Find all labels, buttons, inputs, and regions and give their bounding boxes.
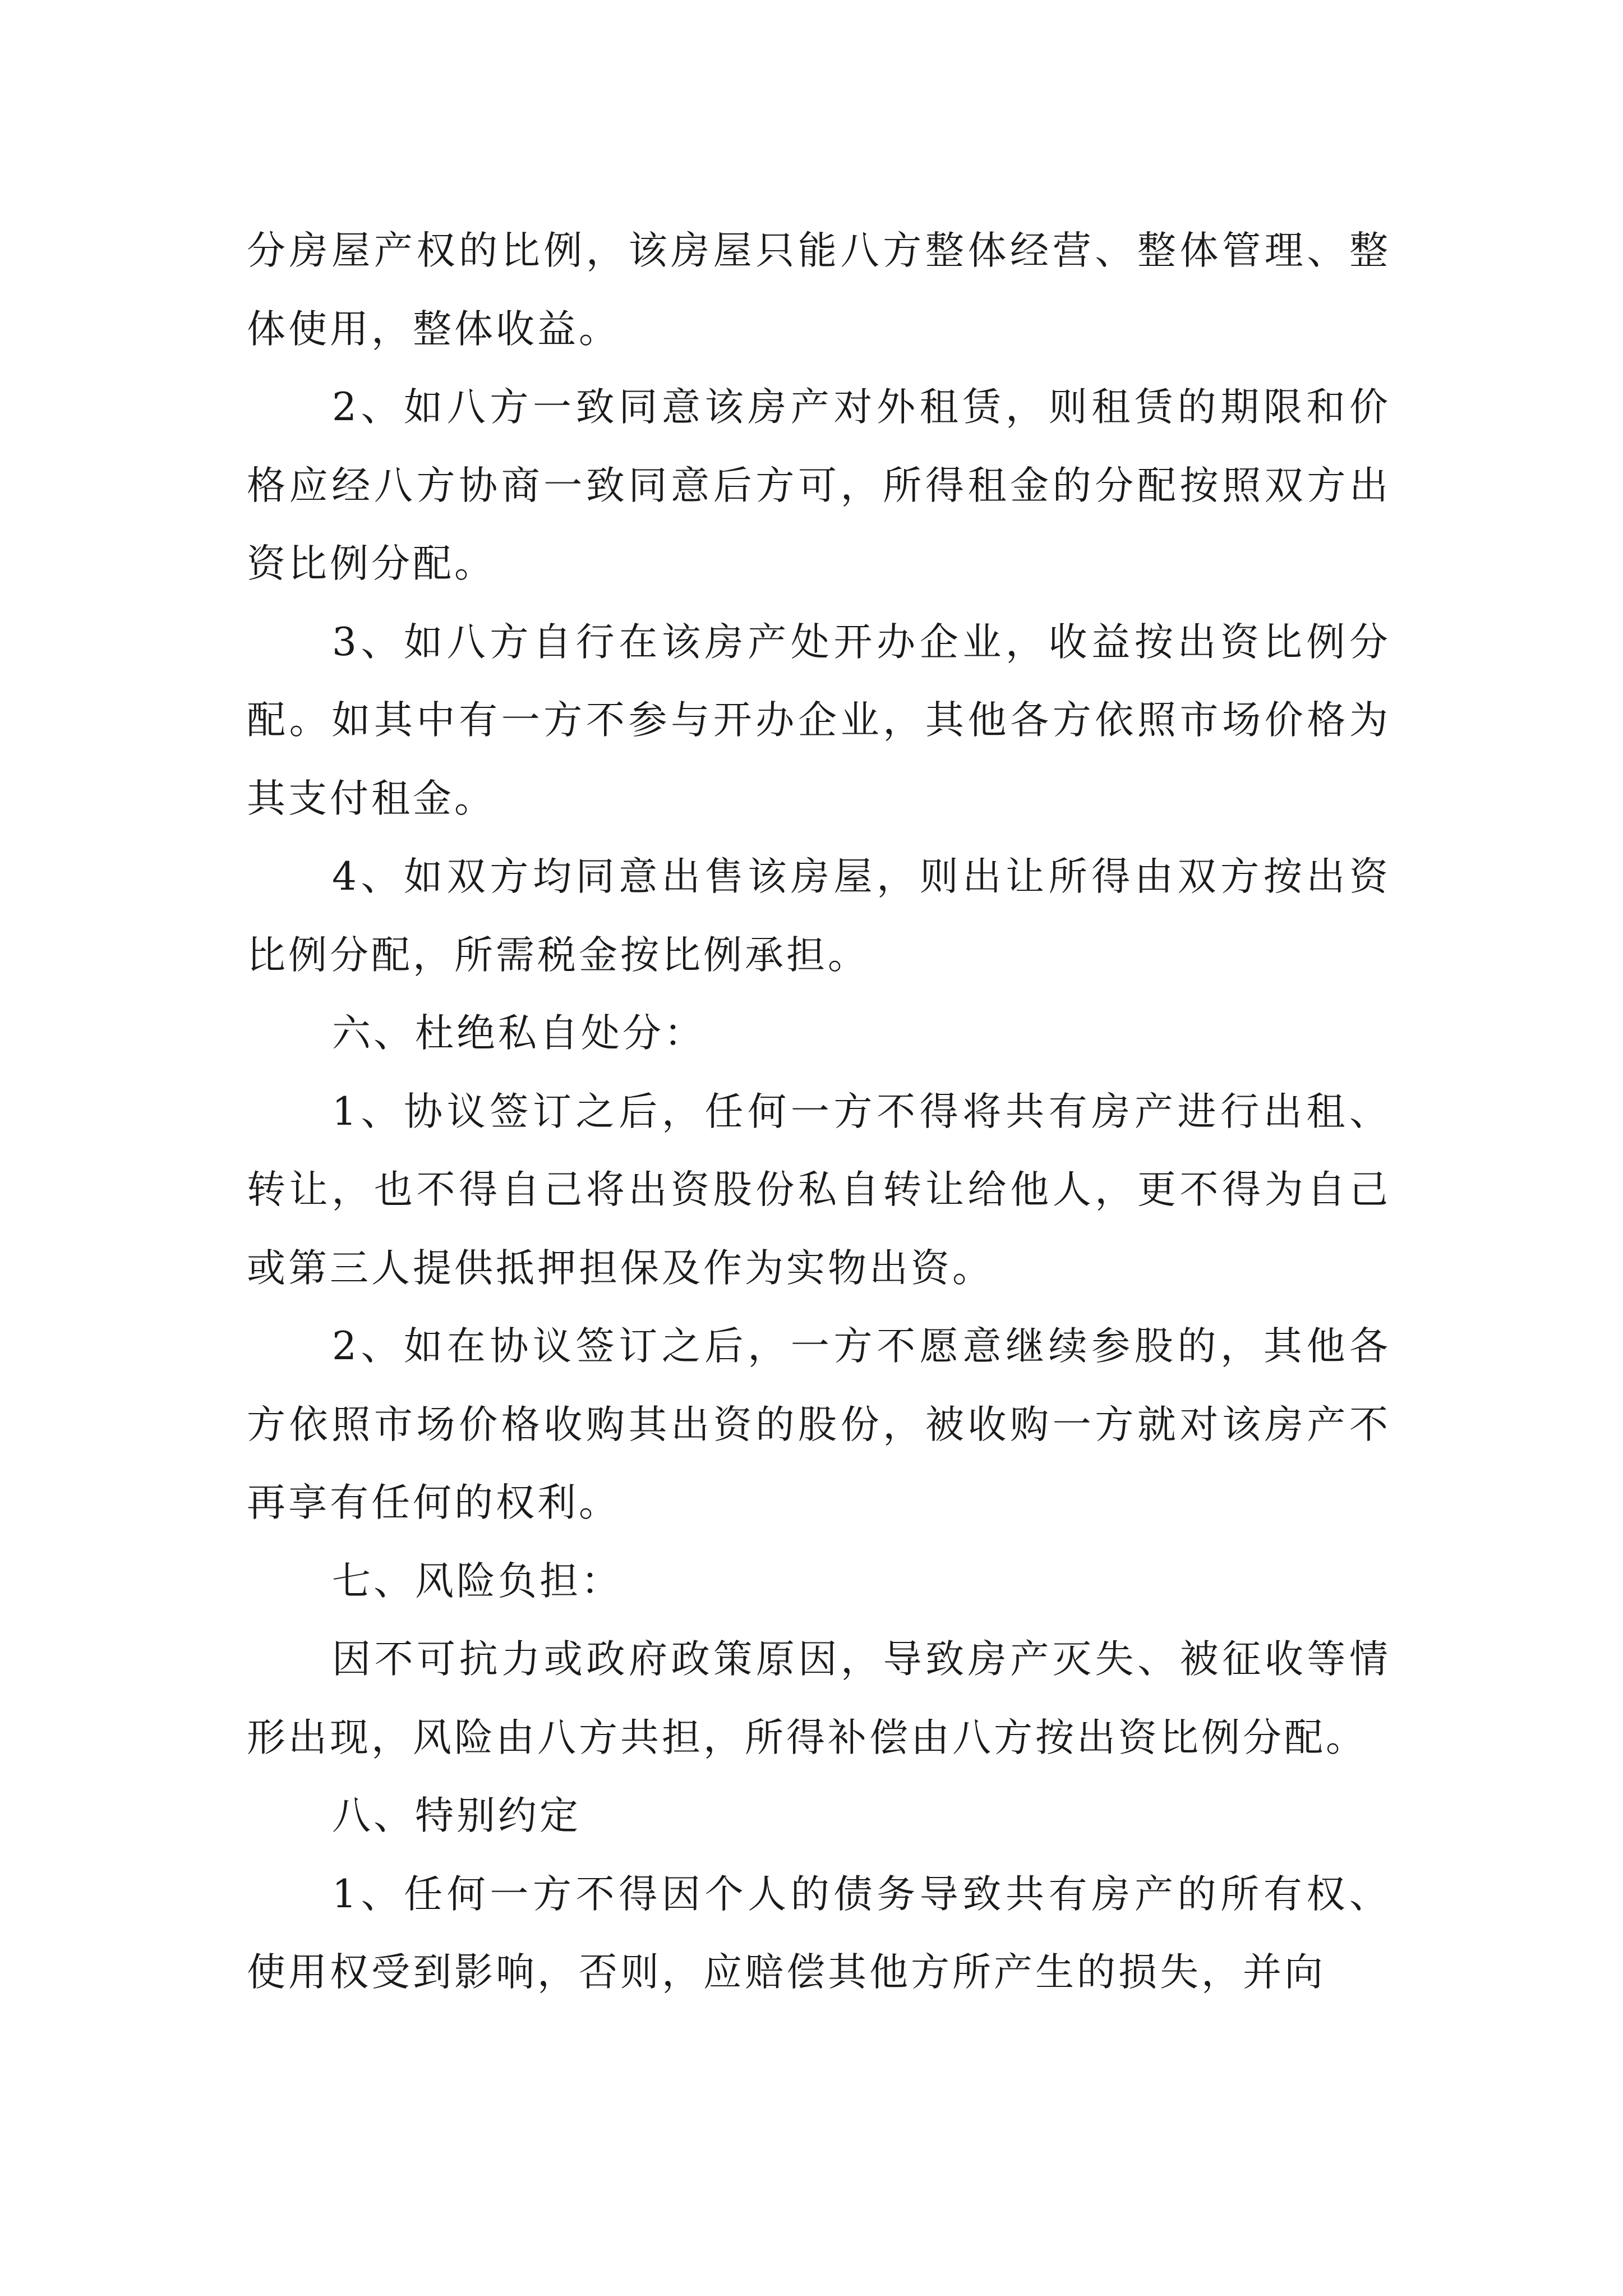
paragraph-lease-clause: 2、如八方一致同意该房产对外租赁，则租赁的期限和价格应经八方协商一致同意后方可，所得租金的分配按照双方出资比例分配。 <box>247 385 1391 586</box>
document-page <box>247 212 1391 2012</box>
section-heading-six: 六、杜绝私自处分： <box>332 1011 706 1056</box>
paragraph-continuation: 分房屋产权的比例，该房屋只能八方整体经营、整体管理、整体使用，整体收益。 <box>247 228 1391 352</box>
section-heading-seven: 七、风险负担： <box>332 1558 623 1604</box>
paragraph-sale-clause: 4、如双方均同意出售该房屋，则出让所得由双方按出资比例分配，所需税金按比例承担。 <box>247 854 1391 978</box>
paragraph-no-transfer-clause: 1、协议签订之后，任何一方不得将共有房产进行出租、转让，也不得自己将出资股份私自转让给他人，更不得为自己或第三人提供抵押担保及作为实物出资。 <box>247 1089 1391 1291</box>
paragraph-withdrawal-clause: 2、如在协议签订之后，一方不愿意继续参股的，其他各方依照市场价格收购其出资的股份，被收购一方就对该房产不再享有任何的权利。 <box>247 1324 1391 1525</box>
paragraph-risk-clause: 因不可抗力或政府政策原因，导致房产灭失、被征收等情形出现，风险由八方共担，所得补偿由八方按出资比例分配。 <box>247 1637 1391 1760</box>
paragraph-debt-clause: 1、任何一方不得因个人的债务导致共有房产的所有权、使用权受到影响，否则，应赔偿其他方所产生的损失，并向 <box>247 1871 1391 1995</box>
section-heading-eight: 八、特别约定 <box>332 1793 581 1838</box>
paragraph-enterprise-clause: 3、如八方自行在该房产处开办企业，收益按出资比例分配。如其中有一方不参与开办企业，其他各方依照市场价格为其支付租金。 <box>247 619 1391 821</box>
